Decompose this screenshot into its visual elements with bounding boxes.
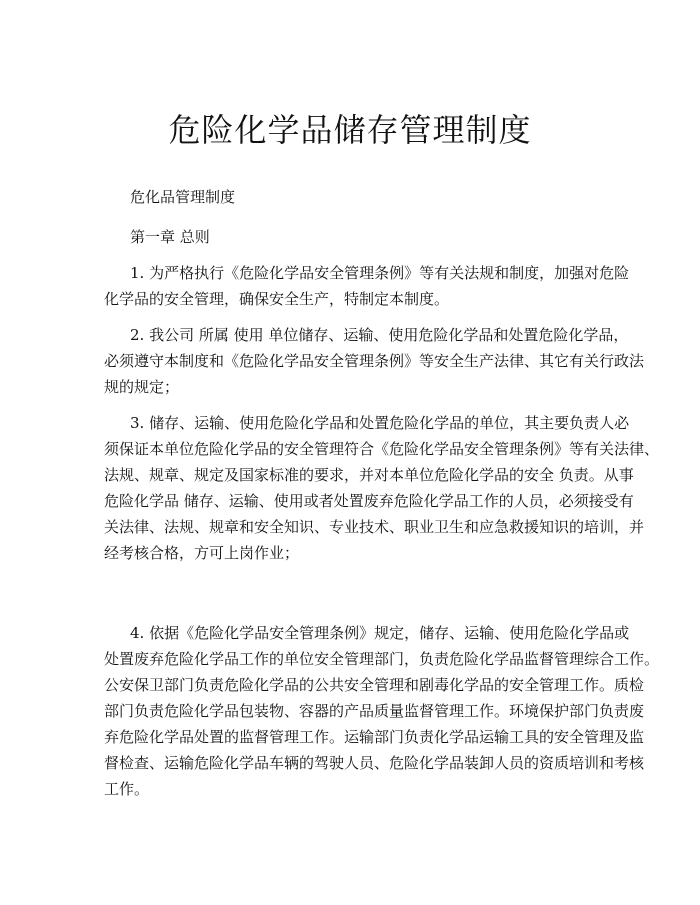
paragraph-1-line-1: 1. 为严格执行《危险化学品安全管理条例》等有关法规和制度，加强对危险 [130, 264, 630, 282]
paragraph-4-line-1: 4. 依据《危险化学品安全管理条例》规定，储存、运输、使用危险化学品或 [130, 624, 630, 642]
paragraph-3-line-1: 3. 储存、运输、使用危险化学品和处置危险化学品的单位，其主要负责人必 [130, 414, 630, 432]
paragraph-4-line-6: 督检查、运输危险化学品车辆的驾驶人员、危险化学品装卸人员的资质培训和考核 [104, 754, 645, 772]
paragraph-4-line-4: 部门负责危险化学品包装物、容器的产品质量监督管理工作。环境保护部门负责废 [104, 702, 645, 720]
paragraph-3-line-5: 关法律、法规、规章和安全知识、专业技术、职业卫生和应急救援知识的培训，并 [104, 518, 645, 536]
paragraph-3-line-2: 须保证本单位危险化学品的安全管理符合《危险化学品安全管理条例》等有关法律、 [104, 440, 660, 458]
paragraph-4-line-5: 弃危险化学品处置的监督管理工作。运输部门负责化学品运输工具的安全管理及监 [104, 728, 645, 746]
chapter-heading: 第一章 总则 [130, 228, 210, 246]
paragraph-2-line-3: 规的规定； [104, 378, 180, 396]
paragraph-2-line-1: 2. 我公司 所属 使用 单位储存、运输、使用危险化学品和处置危险化学品， [130, 326, 629, 344]
paragraph-3-line-6: 经考核合格，方可上岗作业； [104, 544, 300, 562]
paragraph-4-line-3: 公安保卫部门负责危险化学品的公共安全管理和剧毒化学品的安全管理工作。质检 [104, 676, 645, 694]
paragraph-1-line-2: 化学品的安全管理，确保安全生产，特制定本制度。 [104, 290, 450, 308]
paragraph-2-line-2: 必须遵守本制度和《危险化学品安全管理条例》等安全生产法律、其它有关行政法 [104, 352, 645, 370]
document-subtitle: 危化品管理制度 [130, 188, 236, 206]
paragraph-4-line-7: 工作。 [104, 780, 150, 798]
page-title: 危险化学品储存管理制度 [168, 111, 532, 149]
paragraph-3-line-3: 法规、规章、规定及国家标准的要求，并对本单位危险化学品的安全 负责。从事 [104, 466, 634, 484]
paragraph-4-line-2: 处置废弃危险化学品工作的单位安全管理部门，负责危险化学品监督管理综合工作。 [104, 650, 660, 668]
paragraph-3-line-4: 危险化学品 储存、运输、使用或者处置废弃危险化学品工作的人员，必须接受有 [104, 492, 634, 510]
